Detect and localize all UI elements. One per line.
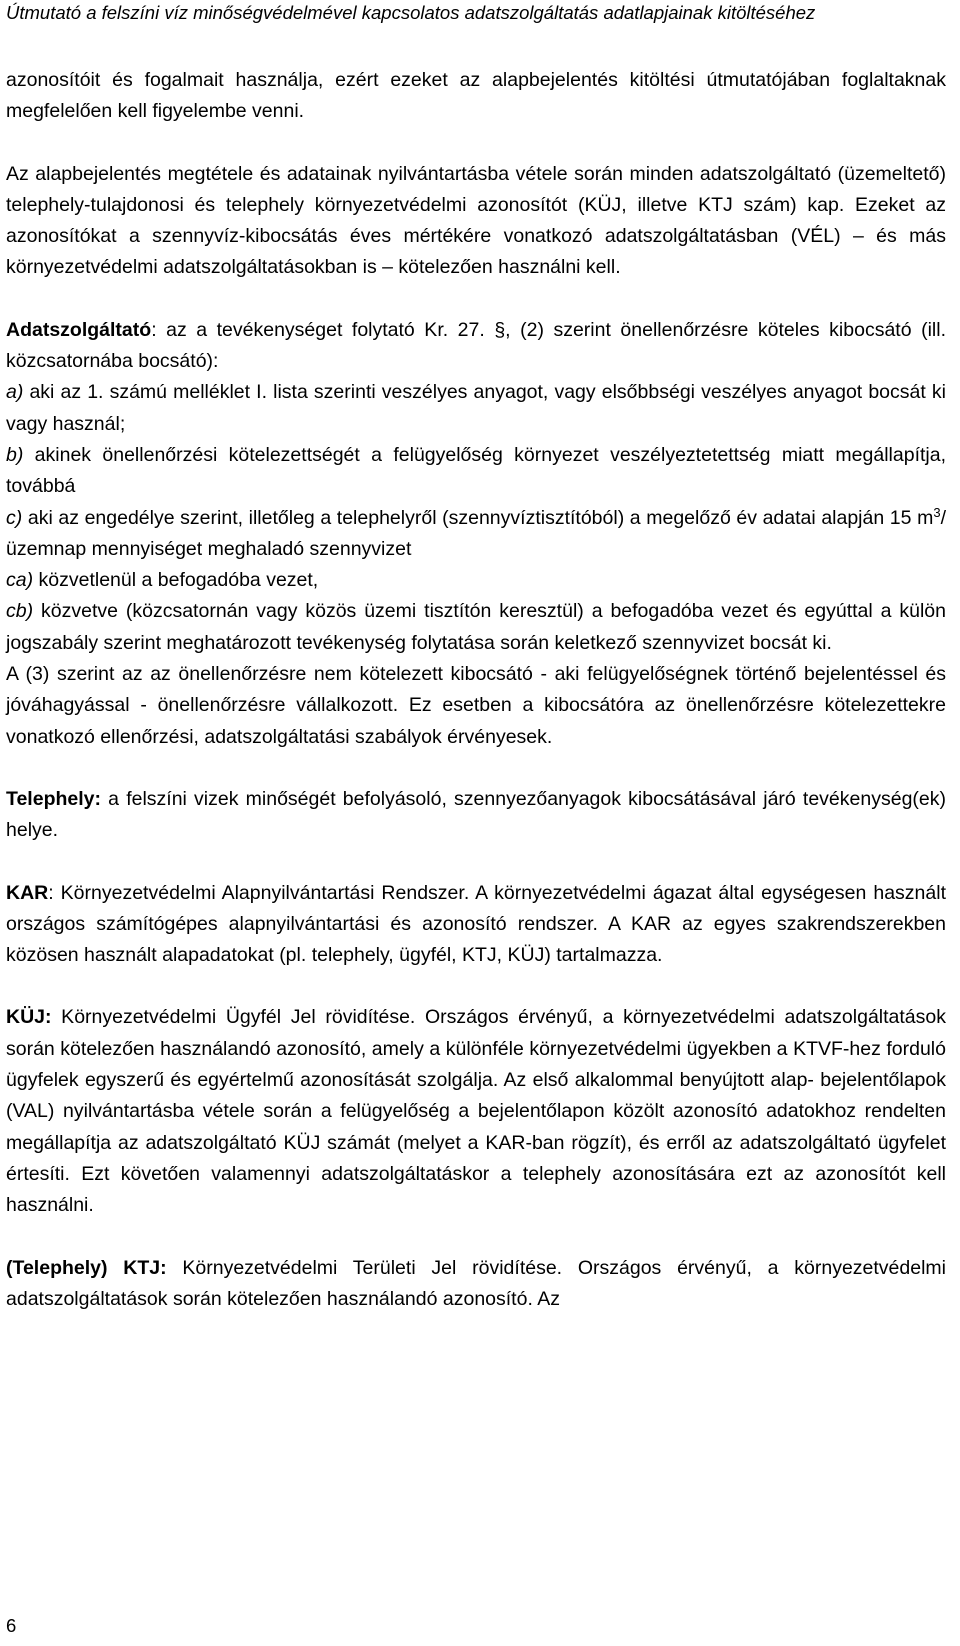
list-item-a-text: aki az 1. számú melléklet I. lista szerinti veszélyes anyagot, vagy elsőbbségi veszélyes anyagot bocsát ki vagy használ;	[6, 381, 946, 435]
term-kuj: KÜJ:	[6, 1006, 52, 1029]
ktj-definition: Környezetvédelmi Területi Jel rövidítése. Országos érvényű, a környezetvédelmi adatszolgáltatások során kötelezően használandó azonosító. Az	[6, 1256, 947, 1310]
list-item-c-text-2: /üzemnap mennyiséget meghaladó szennyvizet	[6, 506, 946, 560]
list-item-cb	[6, 596, 946, 659]
definition-kar	[6, 878, 946, 972]
intro-paragraph: azonosítóit és fogalmait használja, ezért ezeket az alapbejelentés kitöltési útmutatójában foglaltaknak megfelelően kell figyelembe venni.	[6, 69, 946, 123]
list-item-a	[6, 377, 946, 440]
definition-ktj	[6, 1253, 946, 1316]
running-header-text: Útmutató a felszíni víz minőségvédelmével kapcsolatos adatszolgáltatás adatlapjainak kitöltéséhez	[6, 2, 816, 23]
list-item-cb-label: cb)	[6, 600, 34, 623]
running-header	[6, 0, 946, 25]
identifier-paragraph: Az alapbejelentés megtétele és adatainak nyilvántartásba vétele során minden adatszolgáltató (üzemeltető) telephely-tulajdonosi és telephely környezetvédelmi azonosítót (KÜJ, illetve KTJ szám) kap. Ezeket az azonosítókat a szennyvíz-kibocsátás éves mértékére vonatkozó adatszolgáltatásban (VÉL) – és más környezetvédelmi adatszolgáltatásokban is – kötelezően használni kell.	[6, 162, 946, 279]
list-item-b-label: b)	[6, 443, 24, 466]
list-item-b	[6, 440, 946, 503]
definition-telephely	[6, 784, 946, 847]
list-item-a-label: a)	[6, 381, 24, 404]
kuj-definition: Környezetvédelmi Ügyfél Jel rövidítése. Országos érvényű, a környezetvédelmi adatszolgáltatások során kötelezően használandó azonosító, amely a különféle környezetvédelmi ügyekben a KTVF-hez forduló ügyfelek egyszerű és egyértelmű azonosítását szolgálja. Az első alkalommal benyújtott alap- bejelentőlapok (VAL) nyilvántartásba vétele során a felügyelőség a bejelentőlapon közölt azonosító adatokhoz rendelten megállapítja az adatszolgáltató KÜJ számát (melyet a KAR-ban rögzít), és erről az adatszolgáltató ügyfelet értesíti. Ezt követően valamennyi adatszolgáltatáskor a telephely azonosítására ezt az azonosítót kell használni.	[6, 1006, 946, 1217]
list-item-cb-text: közvetve (közcsatornán vagy közös üzemi tisztítón keresztül) a befogadóba vezet és egyúttal a külön jogszabály szerint meghatározott tevékenység folytatása során keletkező szennyvizet bocsát ki.	[6, 600, 946, 654]
list-item-b-text: akinek önellenőrzési kötelezettségét a felügyelőség környezet veszélyeztetettség miatt megállapítja, továbbá	[6, 443, 946, 498]
telephely-definition: a felszíni vizek minőségét befolyásoló, szennyezőanyagok kibocsátásával járó tevékenység(ek) helye.	[6, 787, 946, 842]
term-adatszolgaltato: Adatszolgáltató	[6, 318, 152, 341]
term-telephely: Telephely:	[6, 787, 101, 810]
list-item-ca-label: ca)	[6, 569, 34, 592]
document-body	[6, 65, 946, 1315]
adatszolgaltato-intro	[6, 315, 946, 378]
page-number: 6	[6, 1615, 17, 1636]
adatszolgaltato-definition: : az a tevékenységet folytató Kr. 27. §, (2) szerint önellenőrzésre köteles kibocsátó (ill. közcsatornába bocsátó):	[6, 318, 946, 373]
term-kar: KAR	[6, 881, 49, 904]
list-item-c-label: c)	[6, 506, 23, 529]
list-item-c-text-1: aki az engedélye szerint, illetőleg a telephelyről (szennyvíztisztítóból) a megelőző év adatai alapján 15 m	[22, 506, 934, 529]
list-item-ca	[6, 565, 946, 596]
cubic-superscript: 3	[933, 504, 941, 520]
term-ktj: (Telephely) KTJ:	[6, 1256, 167, 1279]
adatszolgaltato-closing: A (3) szerint az az önellenőrzésre nem kötelezett kibocsátó - aki felügyelőségnek történő bejelentéssel és jóváhagyással - önellenőrzésre vállalkozott. Ez esetben a kibocsátóra az önellenőrzésre kötelezettekre vonatkozó ellenőrzési, adatszolgáltatási szabályok érvényesek.	[6, 663, 946, 748]
list-item-c	[6, 503, 946, 566]
kar-definition: : Környezetvédelmi Alapnyilvántartási Rendszer. A környezetvédelmi ágazat által egységesen használt országos számítógépes alapnyilvántartási és azonosító rendszer. A KAR az egyes szakrendszerekben közösen használt alapadatokat (pl. telephely, ügyfél, KTJ, KÜJ) tartalmazza.	[6, 881, 946, 967]
definition-kuj	[6, 1002, 946, 1221]
list-item-ca-text: közvetlenül a befogadóba vezet,	[33, 569, 319, 592]
definition-adatszolgaltato	[6, 315, 946, 753]
